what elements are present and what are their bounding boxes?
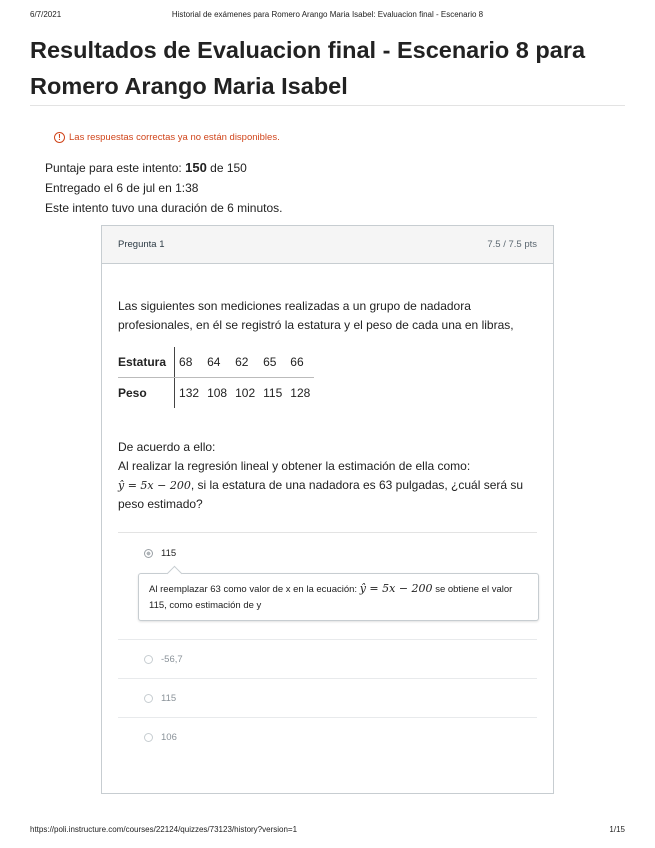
radio-selected-icon[interactable] (144, 549, 153, 558)
row-header-weight: Peso (118, 378, 175, 409)
answer-option-selected[interactable] (102, 533, 553, 573)
print-url: https://poli.instructure.com/courses/22124/quizzes/73123/history?version=1 (30, 825, 298, 834)
table-cell: 102 (235, 385, 256, 400)
question-prompt (118, 438, 537, 514)
prompt-line-1: De acuerdo a ello: (118, 440, 216, 454)
measurements-table (118, 347, 314, 408)
feedback-pre: Al reemplazar 63 como valor de x en la ecuación: (149, 584, 358, 595)
feedback-post: se obtiene el valor 115, como estimación de y (149, 584, 513, 611)
row-header-height: Estatura (118, 347, 175, 378)
title-divider (30, 105, 625, 106)
table-cell: 66 (286, 347, 314, 378)
print-date: 6/7/2021 (30, 10, 62, 19)
question-card (101, 225, 554, 794)
question-intro: Las siguientes son mediciones realizadas a un grupo de nadadora profesionales, en él se registró la estatura y el peso de cada una en libras, (118, 299, 514, 332)
attempt-summary (45, 158, 283, 218)
notice-text: Las respuestas correctas ya no están disponibles. (69, 132, 280, 143)
answer-feedback (138, 573, 539, 621)
table-cell: 108 (207, 385, 228, 400)
answer-label: 115 (161, 692, 177, 704)
prompt-line-3 (118, 476, 537, 514)
radio-icon[interactable] (144, 733, 153, 742)
score-line (45, 158, 283, 178)
answer-option[interactable] (102, 640, 553, 678)
question-header (102, 226, 553, 264)
score-label: Puntaje para este intento: (45, 161, 182, 175)
page-title: Resultados de Evaluacion final - Escenario 8 para Romero Arango Maria Isabel (30, 37, 586, 99)
table-row (118, 347, 314, 378)
table-cell: 132 (179, 385, 200, 400)
question-points: 7.5 / 7.5 pts (487, 239, 537, 250)
table-cell: 128 (290, 385, 311, 400)
warning-icon: ! (54, 132, 65, 143)
print-title: Historial de exámenes para Romero Arango Maria Isabel: Evaluacion final - Escenario 8 (171, 10, 484, 19)
answers-unavailable-notice (54, 132, 280, 143)
table-cell: 62 (231, 347, 259, 378)
duration-line: Este intento tuvo una duración de 6 minutos. (45, 201, 283, 215)
answer-label: -56,7 (161, 653, 183, 665)
answer-label: 106 (161, 731, 177, 743)
radio-icon[interactable] (144, 694, 153, 703)
score-value: 150 (185, 160, 207, 175)
submitted-line: Entregado el 6 de jul en 1:38 (45, 181, 199, 195)
question-body (102, 264, 553, 514)
question-label: Pregunta 1 (118, 239, 165, 250)
prompt-line-3-text: , si la estatura de una nadadora es 63 pulgadas, ¿cuál será su peso estimado? (118, 478, 524, 511)
table-cell: 64 (203, 347, 231, 378)
regression-formula: ŷ = 5x − 200 (118, 479, 191, 492)
answer-option[interactable] (102, 718, 553, 756)
answer-option[interactable] (102, 679, 553, 717)
table-cell: 68 (175, 347, 204, 378)
print-footer (30, 825, 625, 834)
score-total: de 150 (210, 161, 247, 175)
answer-label: 115 (161, 547, 177, 559)
table-row (118, 378, 314, 409)
feedback-formula: ŷ = 5x − 200 (359, 582, 433, 595)
print-page-number: 1/15 (609, 825, 625, 834)
table-cell: 115 (263, 385, 283, 400)
print-header (30, 10, 625, 19)
radio-icon[interactable] (144, 655, 153, 664)
table-cell: 65 (259, 347, 286, 378)
prompt-line-2: Al realizar la regresión lineal y obtener la estimación de ella como: (118, 459, 471, 473)
